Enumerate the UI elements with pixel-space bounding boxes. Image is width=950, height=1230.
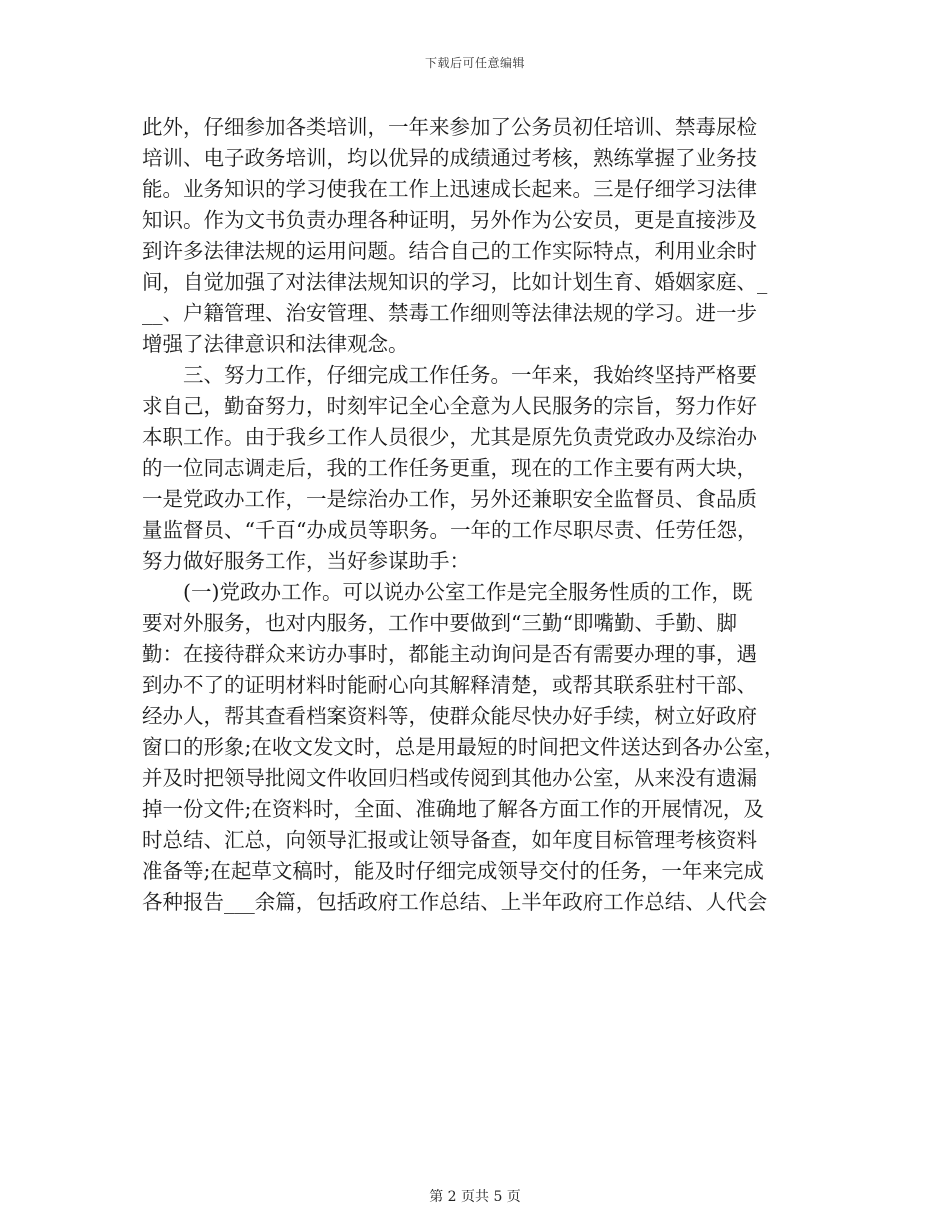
text-line-21: 窗口的形象;在收文发文时，总是用最短的时间把文件送达到各办公室， xyxy=(142,735,785,759)
text-line-12: 的一位同志调走后，我的工作任务更重，现在的工作主要有两大块， xyxy=(142,456,757,480)
text-line-22: 并及时把领导批阅文件收回归档或传阅到其他办公室，从来没有遗漏 xyxy=(142,766,757,790)
text-line-26: 各种报告___余篇，包括政府工作总结、上半年政府工作总结、人代会 xyxy=(142,890,768,914)
text-line-18: 勤：在接待群众来访办事时，都能主动询问是否有需要办理的事，遇 xyxy=(142,642,757,666)
text-line-14: 量监督员、“千百“办成员等职务。一年的工作尽职尽责、任劳任怨， xyxy=(142,518,758,542)
text-line-24: 时总结、汇总，向领导汇报或让领导备查，如年度目标管理考核资料 xyxy=(142,828,757,852)
text-line-13: 一是党政办工作，一是综治办工作，另外还兼职安全监督员、食品质 xyxy=(142,487,757,511)
text-line-8: 增强了法律意识和法律观念。 xyxy=(142,332,409,356)
text-line-25: 准备等;在起草文稿时，能及时仔细完成领导交付的任务，一年来完成 xyxy=(142,859,764,883)
text-line-3: 能。业务知识的学习使我在工作上迅速成长起来。三是仔细学习法律 xyxy=(142,177,757,201)
text-line-9: 三、努力工作，仔细完成工作任务。一年来，我始终坚持严格要 xyxy=(142,363,757,387)
text-line-4: 知识。作为文书负责办理各种证明，另外作为公安员，更是直接涉及 xyxy=(142,208,757,232)
text-line-6: 间，自觉加强了对法律法规知识的学习，比如计划生育、婚姻家庭、_ xyxy=(142,270,768,294)
text-line-19: 到办不了的证明材料时能耐心向其解释清楚，或帮其联系驻村干部、 xyxy=(142,673,757,697)
text-line-23: 掉一份文件;在资料时，全面、准确地了解各方面工作的开展情况，及 xyxy=(142,797,764,821)
text-line-11: 本职工作。由于我乡工作人员很少，尤其是原先负责党政办及综治办 xyxy=(142,425,757,449)
text-line-1: 此外，仔细参加各类培训，一年来参加了公务员初任培训、禁毒尿检 xyxy=(142,115,757,139)
text-line-16: (一)党政办工作。可以说办公室工作是完全服务性质的工作，既 xyxy=(142,580,753,604)
text-line-15: 努力做好服务工作，当好参谋助手： xyxy=(142,549,470,573)
text-line-20: 经办人，帮其查看档案资料等，使群众能尽快办好手续，树立好政府 xyxy=(142,704,757,728)
page-number-footer: 第 2 页共 5 页 xyxy=(429,1189,521,1205)
text-line-2: 培训、电子政务培训，均以优异的成绩通过考核，熟练掌握了业务技 xyxy=(142,146,757,170)
body-text xyxy=(142,112,810,918)
text-line-7: __、户籍管理、治安管理、禁毒工作细则等法律法规的学习。进一步 xyxy=(142,301,757,325)
text-line-5: 到许多法律法规的运用问题。结合自己的工作实际特点，利用业余时 xyxy=(142,239,757,263)
document-body xyxy=(142,112,810,918)
text-line-17: 要对外服务，也对内服务，工作中要做到“三勤“即嘴勤、手勤、脚 xyxy=(142,611,737,635)
text-line-10: 求自己，勤奋努力，时刻牢记全心全意为人民服务的宗旨，努力作好 xyxy=(142,394,757,418)
page-header: 下载后可任意编辑 xyxy=(424,56,525,70)
